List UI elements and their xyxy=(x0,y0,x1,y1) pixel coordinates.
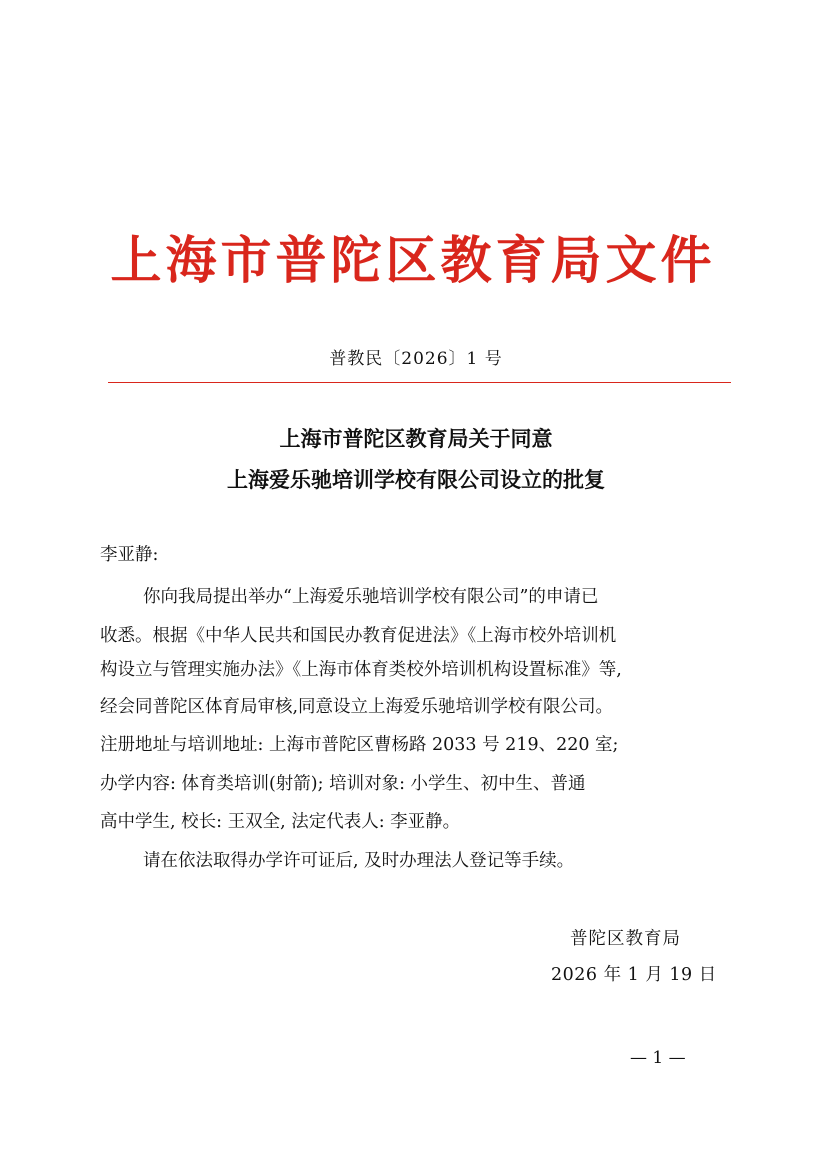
body-line-4: 经会同普陀区体育局审核,同意设立上海爱乐驰培训学校有限公司。 xyxy=(100,697,614,717)
body-line xyxy=(100,765,745,803)
body-line-1: 你向我局提出举办“上海爱乐驰培训学校有限公司”的申请已 xyxy=(143,587,599,607)
document-title-line-1: 上海市普陀区教育局关于同意 xyxy=(279,426,553,451)
addressee: 李亚静: xyxy=(100,545,159,565)
body-line xyxy=(100,617,745,655)
body-line xyxy=(100,688,745,726)
signoff-date: 2026 年 1 月 19 日 xyxy=(551,965,717,985)
body-line-6: 办学内容: 体育类培训(射箭); 培训对象: 小学生、初中生、普通 xyxy=(100,774,586,794)
body-line xyxy=(100,651,745,689)
body-line xyxy=(100,578,745,616)
body-line xyxy=(100,803,745,841)
signoff-organization: 普陀区教育局 xyxy=(570,929,681,949)
body-line-5: 注册地址与培训地址: 上海市普陀区曹杨路 2033 号 219、220 室; xyxy=(100,735,619,755)
document-header-title: 上海市普陀区教育局文件 xyxy=(110,231,716,291)
body-line-2: 收悉。根据《中华人民共和国民办教育促进法》《上海市校外培训机 xyxy=(100,626,617,646)
red-divider-line xyxy=(108,382,731,383)
document-title-line-2: 上海爱乐驰培训学校有限公司设立的批复 xyxy=(227,467,605,492)
page-number: — 1 — xyxy=(630,1048,686,1068)
body-line xyxy=(100,726,745,764)
body-line-8: 请在依法取得办学许可证后, 及时办理法人登记等手续。 xyxy=(143,851,575,871)
body-line xyxy=(100,842,745,880)
body-line-3: 构设立与管理实施办法》《上海市体育类校外培训机构设置标准》等, xyxy=(100,660,622,680)
body-line-7: 高中学生, 校长: 王双全, 法定代表人: 李亚静。 xyxy=(100,812,461,832)
document-number: 普教民〔2026〕1 号 xyxy=(329,349,503,369)
